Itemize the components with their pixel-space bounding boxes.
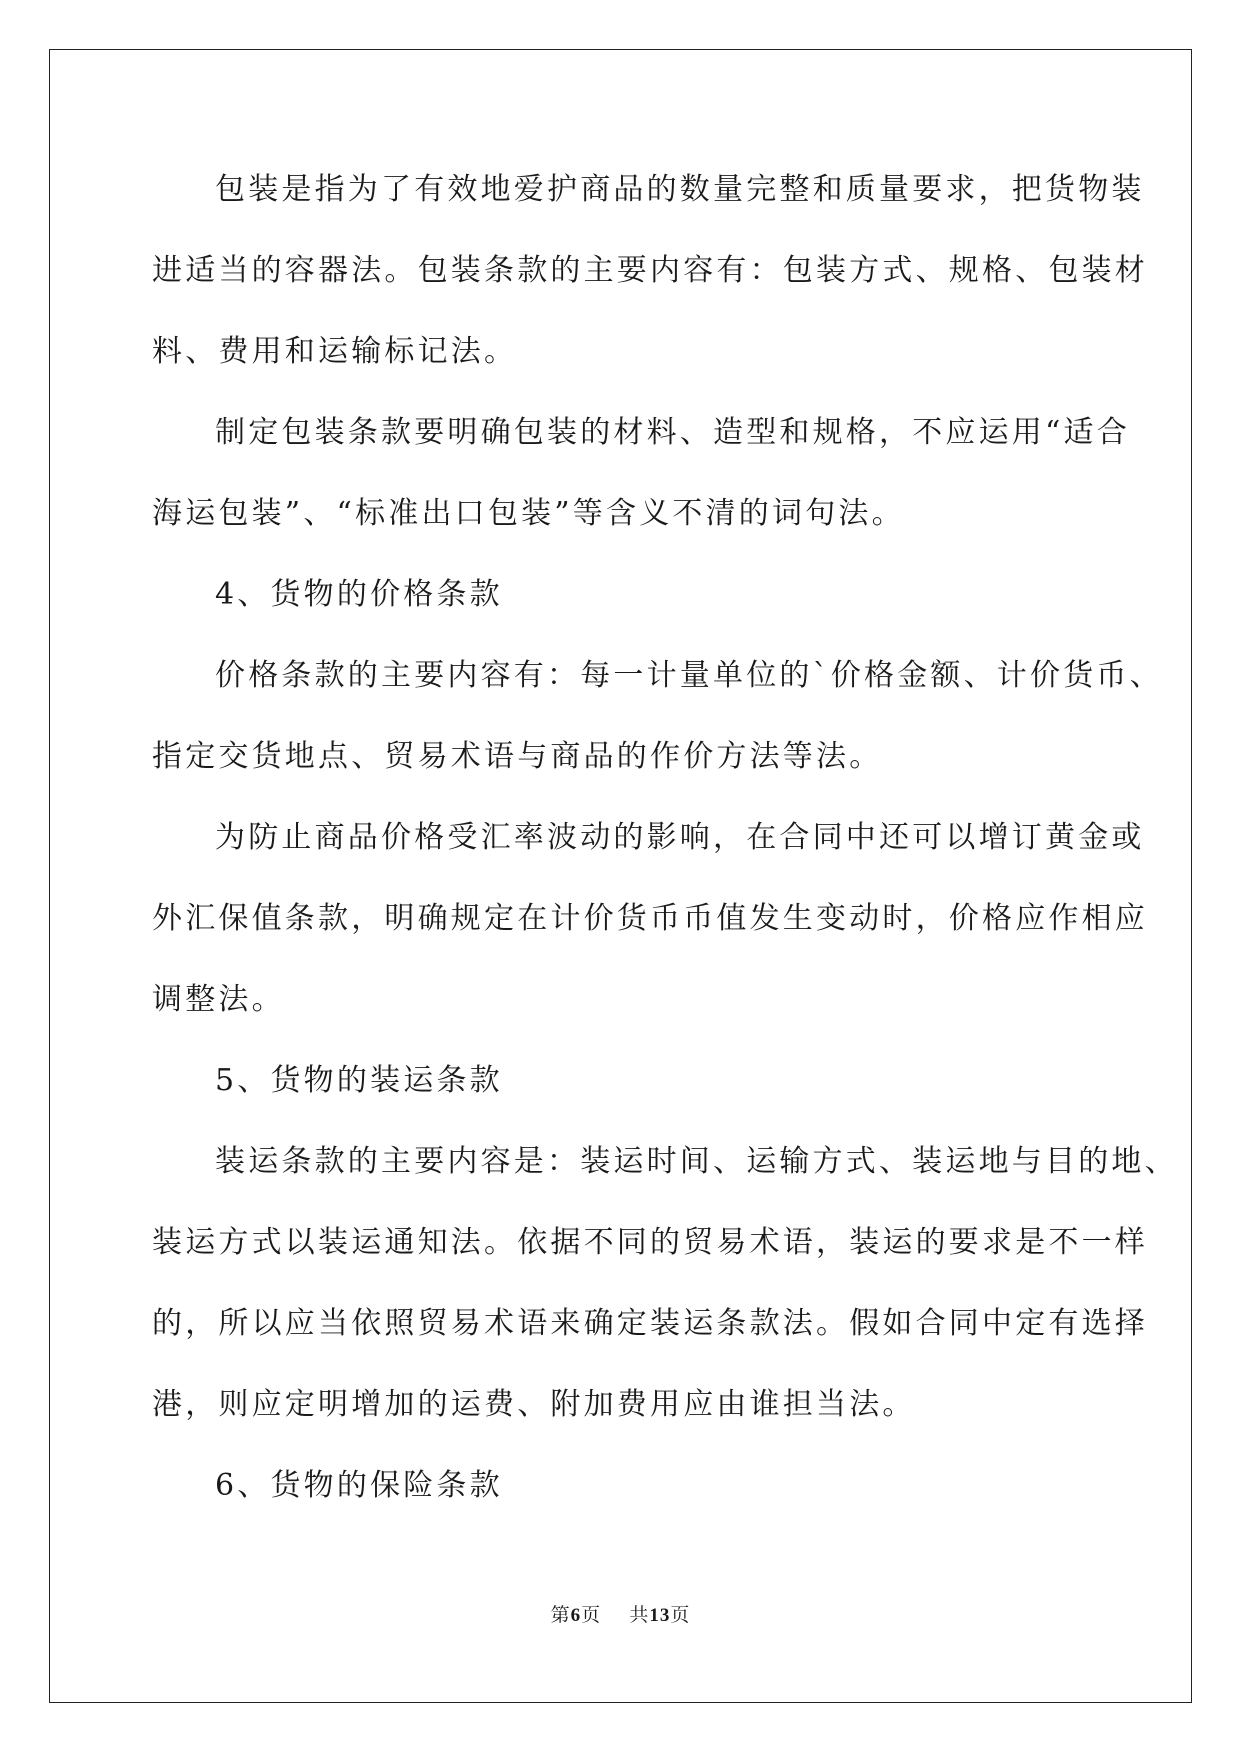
section-heading: 5、货物的装运条款: [215, 1063, 503, 1098]
paragraph-line: 制定包装条款要明确包装的材料、造型和规格，不应运用“适合: [215, 415, 1130, 450]
paragraph-line: 外汇保值条款，明确规定在计价货币币值发生变动时，价格应作相应: [152, 901, 1148, 936]
footer-page-suffix: 页: [581, 1604, 602, 1626]
footer-total-prefix: 共: [629, 1604, 650, 1626]
page-border: [49, 49, 1192, 1703]
footer-prefix: 第: [550, 1604, 571, 1626]
paragraph-line: 的，所以应当依照贸易术语来确定装运条款法。假如合同中定有选择: [152, 1306, 1148, 1341]
paragraph-line: 指定交货地点、贸易术语与商品的作价方法等法。: [152, 739, 883, 774]
paragraph-line: 装运条款的主要内容是：装运时间、运输方式、装运地与目的地、: [215, 1144, 1178, 1179]
paragraph-line: 海运包装”、“标准出口包装”等含义不清的词句法。: [152, 496, 905, 531]
paragraph-line: 包装是指为了有效地爱护商品的数量完整和质量要求，把货物装: [215, 172, 1145, 207]
paragraph-line: 价格条款的主要内容有：每一计量单位的`价格金额、计价货币、: [215, 658, 1163, 693]
paragraph-line: 为防止商品价格受汇率波动的影响，在合同中还可以增订黄金或: [215, 820, 1145, 855]
paragraph-line: 料、费用和运输标记法。: [152, 334, 518, 369]
paragraph-line: 进适当的容器法。包装条款的主要内容有：包装方式、规格、包装材: [152, 253, 1148, 288]
section-heading: 4、货物的价格条款: [215, 577, 503, 612]
page-footer: [0, 1603, 1241, 1628]
paragraph-line: 港，则应定明增加的运费、附加费用应由谁担当法。: [152, 1387, 916, 1422]
paragraph-line: 调整法。: [152, 982, 285, 1017]
section-heading: 6、货物的保险条款: [215, 1468, 503, 1503]
current-page-number: 6: [570, 1605, 582, 1626]
footer-total-suffix: 页: [670, 1604, 691, 1626]
paragraph-line: 装运方式以装运通知法。依据不同的贸易术语，装运的要求是不一样: [152, 1225, 1148, 1260]
total-pages-number: 13: [649, 1605, 671, 1626]
